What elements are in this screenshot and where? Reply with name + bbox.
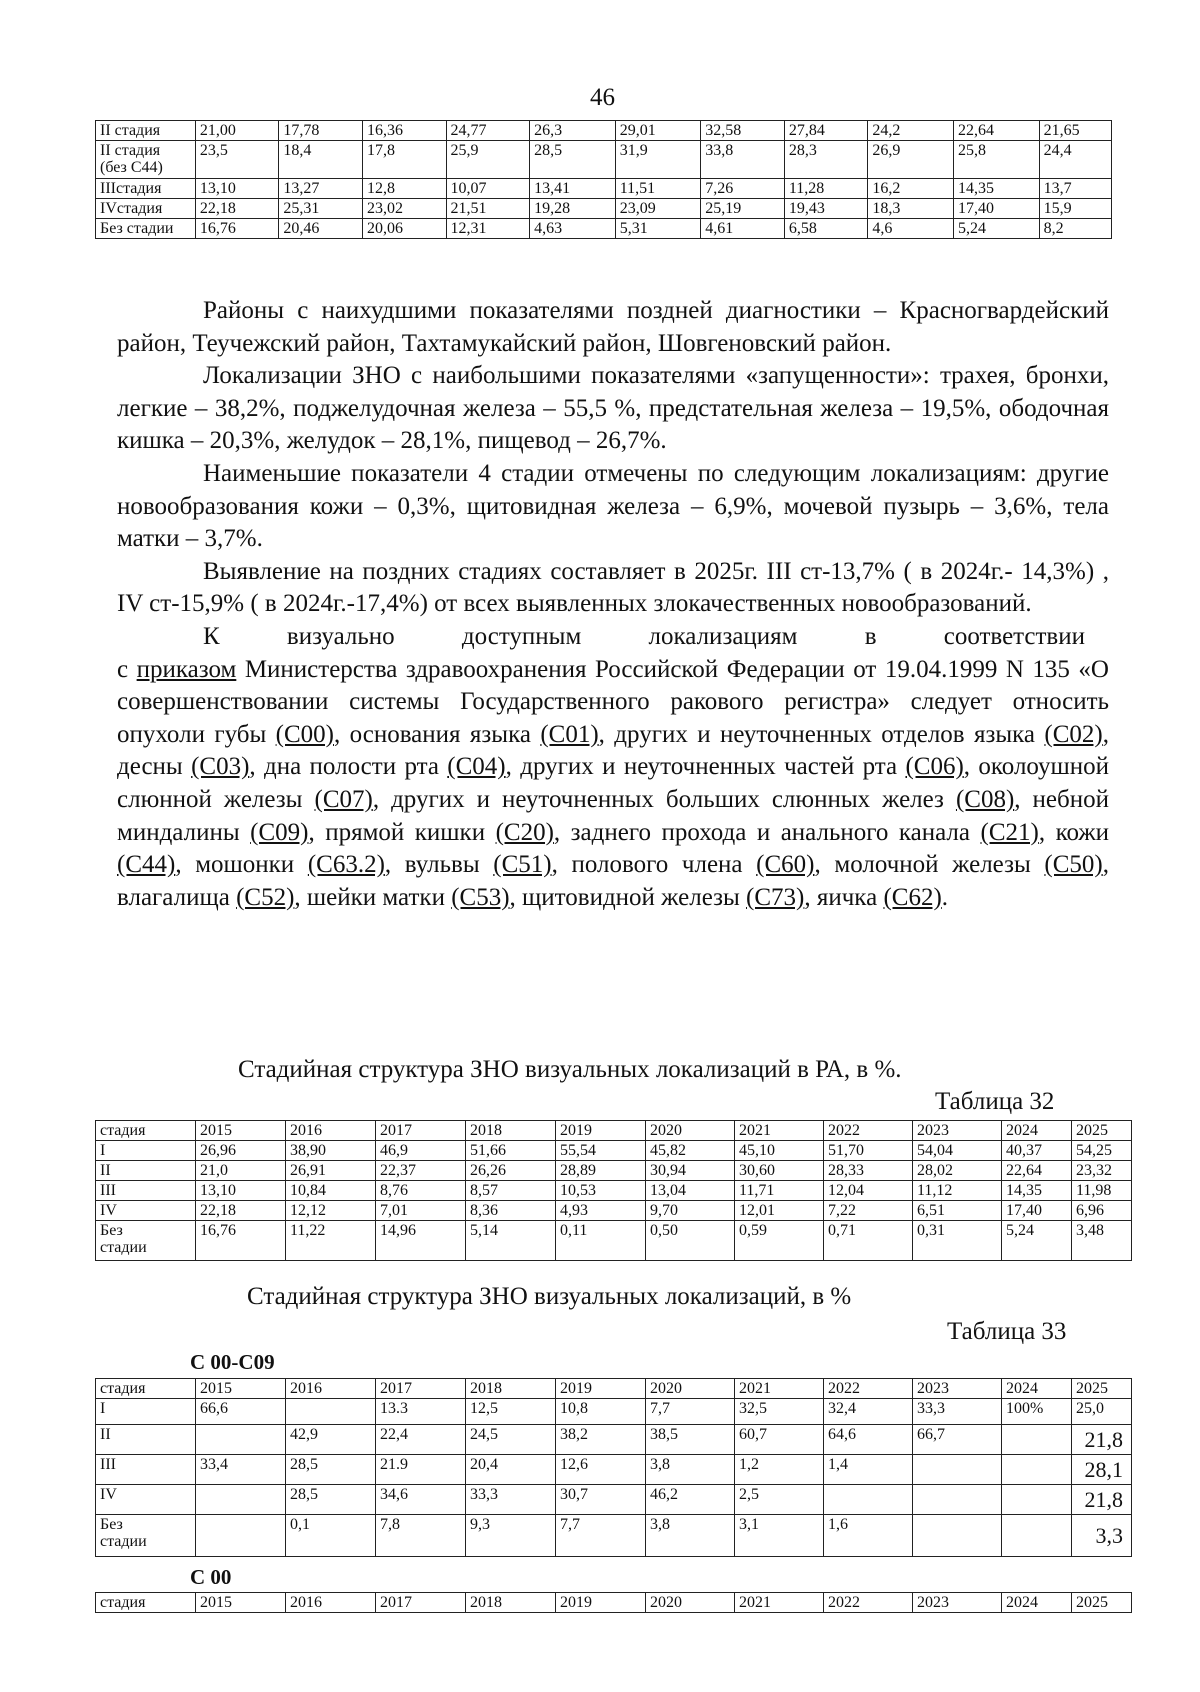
value-cell: 11,71 [735,1181,824,1201]
table32-label: Таблица 32 [935,1088,1055,1115]
text-fragment: с [117,655,137,683]
value-cell: 13,41 [530,179,616,199]
value-cell: 24,2 [868,121,954,141]
value-cell: 18,4 [279,141,363,179]
value-cell: 2017 [376,1593,466,1613]
value-cell: 16,2 [868,179,954,199]
value-cell: 24,5 [466,1425,556,1455]
value-cell: 23,02 [362,199,446,219]
value-cell: 17,78 [279,121,363,141]
body-text [117,295,1109,914]
icd-code-link[interactable]: (С07) [314,785,373,813]
text-fragment: , других и неуточненных частей рта [505,753,906,781]
row-label-cell: II стадия [96,121,196,141]
value-cell: 2024 [1002,1121,1072,1141]
value-cell: 21.9 [376,1455,466,1485]
value-cell: 5,24 [1002,1221,1072,1261]
value-cell: 20,4 [466,1455,556,1485]
value-cell: 10,07 [446,179,530,199]
table33-subtitle: С 00-С09 [190,1350,275,1374]
value-cell: 22,37 [376,1161,466,1181]
value-cell: 45,82 [646,1141,735,1161]
value-cell: 9,3 [466,1515,556,1557]
paragraph-neglect-localizations: Локализации ЗНО с наибольшими показателями «запущенности»: трахея, бронхи, легкие – 38,2%, поджелудочная железа – 55,5 %, предстательная железа – 19,5%, ободочная кишка – 20,3%, желудок – 28,1%, пищевод – 26,7%. [117,362,1109,455]
value-cell: 21,8 [1072,1425,1132,1455]
icd-code-link[interactable]: (С06) [905,753,964,781]
value-cell: 32,5 [735,1399,824,1425]
row-label-cell: Без стадии [96,219,196,239]
value-cell: 33,3 [466,1485,556,1515]
icd-code-link[interactable]: (С60) [756,851,815,879]
value-cell: 2,5 [735,1485,824,1515]
value-cell: 19,28 [530,199,616,219]
value-cell: 10,8 [556,1399,646,1425]
value-cell: 2024 [1002,1593,1072,1613]
row-label-cell: IIIстадия [96,179,196,199]
value-cell: 8,2 [1039,219,1111,239]
row-label-cell: I [96,1399,196,1425]
table-34 [95,1592,1132,1613]
value-cell: 22,18 [196,1201,286,1221]
value-cell: 51,66 [466,1141,556,1161]
value-cell: 25,31 [279,199,363,219]
value-cell [1002,1515,1072,1557]
table-header-row [96,1379,1132,1399]
value-cell [286,1399,376,1425]
row-label-cell: Без стадии [96,1221,196,1261]
icd-code-link[interactable]: (С44) [117,851,176,879]
value-cell: 26,9 [868,141,954,179]
value-cell: 8,36 [466,1201,556,1221]
table34-subtitle: С 00 [190,1565,232,1589]
text-fragment: , молочной железы [814,851,1045,879]
value-cell: 3,1 [735,1515,824,1557]
table-32 [95,1120,1132,1261]
icd-code-link[interactable]: (С00) [275,720,334,748]
text-fragment: , других и неуточненных отделов языка [598,720,1045,748]
value-cell: 5,14 [466,1221,556,1261]
row-label-cell: II [96,1161,196,1181]
icd-code-link[interactable]: (С03) [191,753,250,781]
value-cell: 22,64 [954,121,1040,141]
value-cell: 2022 [824,1121,913,1141]
value-cell: 31,9 [615,141,701,179]
text-fragment: , полового члена [551,851,757,879]
value-cell: 11,51 [615,179,701,199]
value-cell: 18,3 [868,199,954,219]
value-cell: 30,7 [556,1485,646,1515]
value-cell: 11,22 [286,1221,376,1261]
value-cell: 54,25 [1072,1141,1132,1161]
text-fragment: , десны [117,720,1109,781]
value-cell: 28,5 [286,1455,376,1485]
value-cell: 2016 [286,1379,376,1399]
row-label-cell: III [96,1455,196,1485]
value-cell: 12,6 [556,1455,646,1485]
icd-code-link[interactable]: (С52) [236,883,295,911]
value-cell: 42,9 [286,1425,376,1455]
value-cell: 2015 [196,1379,286,1399]
value-cell: 13,10 [196,1181,286,1201]
value-cell: 55,54 [556,1141,646,1161]
value-cell: 28,5 [286,1485,376,1515]
value-cell: 2022 [824,1379,913,1399]
table-row [96,1161,1132,1181]
order-link[interactable]: приказом [136,655,237,683]
value-cell: 100% [1002,1399,1072,1425]
value-cell: 21,65 [1039,121,1111,141]
value-cell: 7,7 [646,1399,735,1425]
value-cell: 2020 [646,1121,735,1141]
value-cell: 2023 [913,1593,1002,1613]
table-row [96,179,1112,199]
value-cell: 45,10 [735,1141,824,1161]
text-fragment: , щитовидной железы [509,883,747,911]
table32-caption: Стадийная структура ЗНО визуальных локализаций в РА, в %. [238,1056,902,1083]
value-cell: 12,04 [824,1181,913,1201]
value-cell: 23,32 [1072,1161,1132,1181]
text-fragment: , прямой кишки [308,818,496,846]
value-cell: 0,50 [646,1221,735,1261]
value-cell: 12,31 [446,219,530,239]
value-cell: 26,91 [286,1161,376,1181]
value-cell: 0,59 [735,1221,824,1261]
value-cell: 66,6 [196,1399,286,1425]
row-label-cell: IV [96,1201,196,1221]
row-label-cell: III [96,1181,196,1201]
value-cell: 3,48 [1072,1221,1132,1261]
value-cell: 5,31 [615,219,701,239]
value-cell: 3,8 [646,1455,735,1485]
icd-code-link[interactable]: (С09) [250,818,309,846]
value-cell [913,1455,1002,1485]
text-fragment: , кожи [1038,818,1109,846]
value-cell: 2018 [466,1379,556,1399]
value-cell: 4,63 [530,219,616,239]
value-cell: 15,9 [1039,199,1111,219]
value-cell: 28,89 [556,1161,646,1181]
value-cell: 25,9 [446,141,530,179]
value-cell: 2025 [1072,1379,1132,1399]
value-cell: 0,11 [556,1221,646,1261]
value-cell: 4,6 [868,219,954,239]
icd-code-link[interactable]: (С51) [493,851,552,879]
value-cell: 2021 [735,1121,824,1141]
table33-label: Таблица 33 [947,1318,1067,1345]
value-cell: 6,58 [784,219,868,239]
value-cell: 2025 [1072,1593,1132,1613]
value-cell: 2015 [196,1593,286,1613]
value-cell: 13,27 [279,179,363,199]
value-cell: 33,3 [913,1399,1002,1425]
value-cell: 21,0 [196,1161,286,1181]
value-cell: 3,3 [1072,1515,1132,1557]
value-cell: 2024 [1002,1379,1072,1399]
value-cell: 9,70 [646,1201,735,1221]
table-row [96,219,1112,239]
row-label-cell: Без стадии [96,1515,196,1557]
value-cell: 27,84 [784,121,868,141]
value-cell: 24,4 [1039,141,1111,179]
text-fragment: . [941,883,949,911]
value-cell: 30,94 [646,1161,735,1181]
value-cell: 29,01 [615,121,701,141]
value-cell: 6,51 [913,1201,1002,1221]
value-cell [196,1485,286,1515]
value-cell: 26,26 [466,1161,556,1181]
value-cell: 17,40 [954,199,1040,219]
value-cell: 13,7 [1039,179,1111,199]
value-cell [196,1425,286,1455]
value-cell: 7,7 [556,1515,646,1557]
value-cell: 14,96 [376,1221,466,1261]
paragraph-lowest-stage4: Наименьшие показатели 4 стадии отмечены по следующим локализациям: другие новообразования кожи – 0,3%, щитовидная железа – 6,9%, мочевой пузырь – 3,6%, тела матки – 3,7%. [117,459,1109,553]
value-cell: 16,76 [195,219,279,239]
table-row [96,121,1112,141]
value-cell: 2022 [824,1593,913,1613]
value-cell: 2021 [735,1379,824,1399]
value-cell: 5,24 [954,219,1040,239]
icd-code-link[interactable]: (С02) [1044,720,1103,748]
table-row [96,1425,1132,1455]
value-cell: 10,84 [286,1181,376,1201]
text-fragment: , влагалища [117,851,1109,911]
value-cell: 28,1 [1072,1455,1132,1485]
row-label-cell: II [96,1425,196,1455]
value-cell: 28,33 [824,1161,913,1181]
value-cell: 46,9 [376,1141,466,1161]
value-cell: 11,12 [913,1181,1002,1201]
value-cell: 26,3 [530,121,616,141]
value-cell: 6,96 [1072,1201,1132,1221]
value-cell: 2023 [913,1121,1002,1141]
value-cell: 14,35 [954,179,1040,199]
value-cell: 7,01 [376,1201,466,1221]
value-cell: 20,06 [362,219,446,239]
value-cell: 2019 [556,1121,646,1141]
text-fragment: , яичка [804,883,884,911]
value-cell: 22,64 [1002,1161,1072,1181]
text-fragment: , дна полости рта [249,753,448,781]
paragraph-late-stage-detection: Выявление на поздних стадиях составляет в 2025г. III ст-13,7% ( в 2024г.- 14,3%) , IV ст-15,9% ( в 2024г.-17,4%) от всех выявленных злокачественных новообразований. [117,557,1109,618]
value-cell: 7,26 [701,179,785,199]
value-cell [1002,1425,1072,1455]
value-cell: 2021 [735,1593,824,1613]
value-cell: 23,5 [195,141,279,179]
value-cell: 14,35 [1002,1181,1072,1201]
value-cell: 25,0 [1072,1399,1132,1425]
icd-code-link[interactable]: (С08) [955,785,1015,813]
value-cell: 8,57 [466,1181,556,1201]
value-cell: 1,2 [735,1455,824,1485]
value-cell: 21,00 [195,121,279,141]
value-cell: 17,40 [1002,1201,1072,1221]
text-fragment: , околоушной слюнной железы [117,753,1109,813]
text-fragment: , заднего прохода и анального канала [553,818,981,846]
row-label-cell: стадия [96,1121,196,1141]
table-row [96,1485,1132,1515]
table-header-row [96,1121,1132,1141]
value-cell: 1,6 [824,1515,913,1557]
value-cell: 16,76 [196,1221,286,1261]
value-cell: 25,8 [954,141,1040,179]
value-cell: 22,4 [376,1425,466,1455]
value-cell: 0,31 [913,1221,1002,1261]
value-cell: 28,3 [784,141,868,179]
value-cell: 21,51 [446,199,530,219]
value-cell: 13,04 [646,1181,735,1201]
table-row [96,1181,1132,1201]
value-cell: 64,6 [824,1425,913,1455]
value-cell: 21,8 [1072,1485,1132,1515]
value-cell: 24,77 [446,121,530,141]
value-cell: 28,5 [530,141,616,179]
value-cell: 66,7 [913,1425,1002,1455]
text-fragment: , других и неуточненных больших слюнных желез [372,785,956,813]
table-row [96,1201,1132,1221]
value-cell: 12,8 [362,179,446,199]
table-row [96,1399,1132,1425]
value-cell: 40,37 [1002,1141,1072,1161]
icd-code-link[interactable]: (С53) [451,883,510,911]
value-cell: 19,43 [784,199,868,219]
value-cell [196,1515,286,1557]
value-cell: 11,98 [1072,1181,1132,1201]
text-fragment: , мошонки [175,851,308,879]
value-cell [913,1485,1002,1515]
value-cell: 30,60 [735,1161,824,1181]
value-cell: 2019 [556,1379,646,1399]
icd-code-link[interactable]: (С73) [746,883,805,911]
text-fragment: , небной миндалины [117,785,1109,846]
value-cell: 2016 [286,1593,376,1613]
value-cell [913,1515,1002,1557]
value-cell: 16,36 [362,121,446,141]
value-cell: 0,71 [824,1221,913,1261]
value-cell: 13,10 [195,179,279,199]
value-cell: 60,7 [735,1425,824,1455]
value-cell: 10,53 [556,1181,646,1201]
table-header-row [96,1593,1132,1613]
value-cell: 54,04 [913,1141,1002,1161]
row-label-cell: IVстадия [96,199,196,219]
value-cell: 33,8 [701,141,785,179]
icd-code-link[interactable]: (С62) [883,883,942,911]
value-cell: 20,46 [279,219,363,239]
value-cell: 2020 [646,1379,735,1399]
row-label-cell: II стадия (без С44) [96,141,196,179]
value-cell [1002,1485,1072,1515]
value-cell: 11,28 [784,179,868,199]
value-cell: 51,70 [824,1141,913,1161]
table-row [96,1515,1132,1557]
value-cell: 2017 [376,1121,466,1141]
value-cell: 2015 [196,1121,286,1141]
value-cell: 7,8 [376,1515,466,1557]
table-row [96,1141,1132,1161]
value-cell: 0,1 [286,1515,376,1557]
value-cell: 28,02 [913,1161,1002,1181]
value-cell: 2018 [466,1121,556,1141]
value-cell: 2025 [1072,1121,1132,1141]
text-fragment: Министерства здравоохранения Российской Федерации от 19.04.1999 N 135 «О совершенствовании системы Государственного ракового регистра» следует относить опухоли губы [117,655,1109,748]
paragraph-late-diagnosis: Районы с наихудшими показателями поздней диагностики – Красногвардейский район, Теучежский район, Тахтамукайский район, Шовгеновский район. [117,297,1109,357]
value-cell: 4,93 [556,1201,646,1221]
value-cell: 38,5 [646,1425,735,1455]
table-row [96,1455,1132,1485]
text-fragment: , шейки матки [294,883,452,911]
value-cell: 34,6 [376,1485,466,1515]
value-cell: 2019 [556,1593,646,1613]
row-label-cell: стадия [96,1593,196,1613]
row-label-cell: I [96,1141,196,1161]
text-fragment: , вульвы [384,851,494,879]
value-cell: 2020 [646,1593,735,1613]
value-cell: 2023 [913,1379,1002,1399]
value-cell: 4,61 [701,219,785,239]
table-33 [95,1378,1132,1557]
value-cell: 32,58 [701,121,785,141]
value-cell: 46,2 [646,1485,735,1515]
value-cell: 8,76 [376,1181,466,1201]
table-row [96,199,1112,219]
value-cell: 12,5 [466,1399,556,1425]
value-cell: 7,22 [824,1201,913,1221]
value-cell: 26,96 [196,1141,286,1161]
value-cell: 2016 [286,1121,376,1141]
icd-code-link[interactable]: (С20) [495,818,554,846]
value-cell: 38,2 [556,1425,646,1455]
value-cell [824,1485,913,1515]
table-row [96,1221,1132,1261]
row-label-cell: IV [96,1485,196,1515]
value-cell: 3,8 [646,1515,735,1557]
value-cell: 32,4 [824,1399,913,1425]
icd-code-link[interactable]: (С01) [540,720,599,748]
icd-code-link[interactable]: (С50) [1044,851,1103,879]
value-cell [1002,1455,1072,1485]
value-cell: 12,12 [286,1201,376,1221]
icd-code-link[interactable]: (С21) [980,818,1039,846]
stage-table-continued [95,120,1112,239]
value-cell: 23,09 [615,199,701,219]
value-cell: 12,01 [735,1201,824,1221]
paragraph-visual-localizations-line1: К визуально доступным локализациям в соответствии [203,622,1085,650]
table-row [96,141,1112,179]
value-cell: 25,19 [701,199,785,219]
table33-caption: Стадийная структура ЗНО визуальных локализаций, в % [247,1283,852,1310]
value-cell: 17,8 [362,141,446,179]
value-cell: 13.3 [376,1399,466,1425]
paragraph-visual-localizations [117,654,1109,915]
value-cell: 22,18 [195,199,279,219]
row-label-cell: стадия [96,1379,196,1399]
text-fragment: , основания языка [333,720,541,748]
page-number: 46 [590,84,615,111]
icd-code-link[interactable]: (С63.2) [307,851,385,879]
icd-code-link[interactable]: (С04) [447,753,506,781]
value-cell: 2017 [376,1379,466,1399]
value-cell: 38,90 [286,1141,376,1161]
value-cell: 2018 [466,1593,556,1613]
value-cell: 33,4 [196,1455,286,1485]
value-cell: 1,4 [824,1455,913,1485]
